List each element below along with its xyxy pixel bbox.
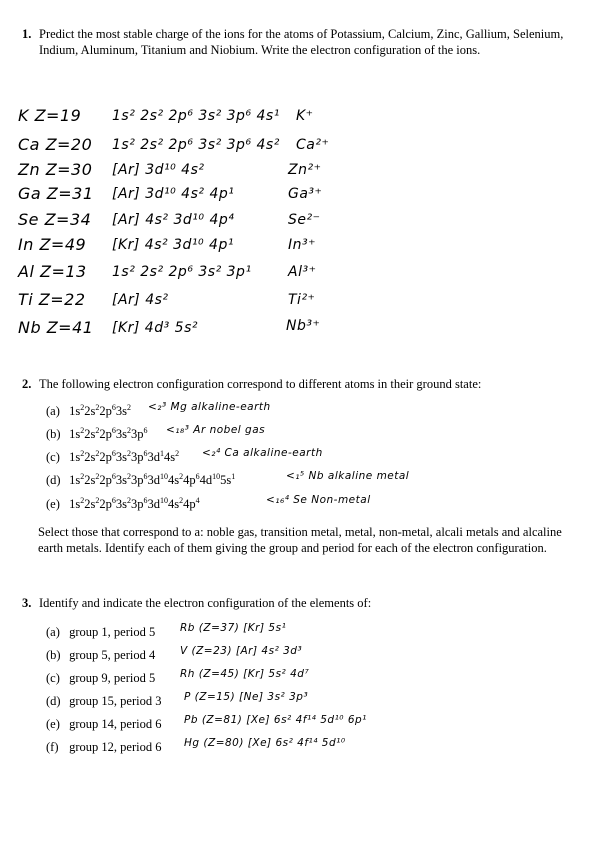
q1-row-ion: Ca²⁺ — [296, 137, 330, 153]
q1-row-ion: In³⁺ — [288, 237, 317, 253]
q1-row-config: [Ar] 3d¹⁰ 4s² 4p¹ — [112, 186, 235, 202]
q3-option-answer: V (Z=23) [Ar] 4s² 3d³ — [180, 645, 303, 657]
option-text: group 12, period 6 — [69, 740, 162, 754]
q1-row-config: 1s² 2s² 2p⁶ 3s² 3p⁶ 4s² — [112, 137, 280, 153]
q3-option-answer: Pb (Z=81) [Xe] 6s² 4f¹⁴ 5d¹⁰ 6p¹ — [184, 714, 367, 726]
question-3 — [22, 595, 582, 613]
q1-row-element: In Z=49 — [18, 235, 87, 254]
option-label: (a) — [46, 404, 60, 418]
q1-row-element: K Z=19 — [18, 106, 82, 125]
option-label: (d) — [46, 694, 61, 708]
option-text: group 15, period 3 — [69, 694, 162, 708]
q1-row-ion: Se²⁻ — [288, 212, 321, 228]
q2-option-note: <₂³ Mg alkaline-earth — [148, 401, 271, 413]
option-label: (b) — [46, 648, 61, 662]
q1-row-config: [Ar] 3d¹⁰ 4s² — [112, 162, 205, 178]
question-1 — [22, 26, 582, 76]
q2-option — [46, 449, 179, 465]
q1-row-ion: Ga³⁺ — [288, 186, 323, 202]
q2-option-note: <₁₈³ Ar nobel gas — [166, 424, 266, 436]
q3-option-answer: Hg (Z=80) [Xe] 6s² 4f¹⁴ 5d¹⁰ — [184, 737, 346, 749]
question-number: 3. — [22, 596, 32, 610]
q1-row-ion: Zn²⁺ — [288, 162, 322, 178]
option-text: group 5, period 4 — [69, 648, 156, 662]
option-label: (f) — [46, 740, 59, 754]
option-label: (a) — [46, 625, 60, 639]
q1-row-config: [Kr] 4d³ 5s² — [112, 320, 198, 336]
option-label: (c) — [46, 450, 60, 464]
option-text: group 1, period 5 — [69, 625, 156, 639]
q3-option-answer: Rh (Z=45) [Kr] 5s² 4d⁷ — [180, 668, 310, 680]
q3-option — [46, 624, 155, 640]
q2-option-note: <₂⁴ Ca alkaline-earth — [202, 447, 323, 459]
option-label: (e) — [46, 717, 60, 731]
q3-option — [46, 647, 155, 663]
q1-row-element: Se Z=34 — [18, 210, 92, 229]
q1-row-config: [Kr] 4s² 3d¹⁰ 4p¹ — [112, 237, 234, 253]
q2-option — [46, 426, 148, 442]
option-config: $1s^22s^22p^63s^23p^63d^14s^2$ — [69, 448, 180, 464]
q3-option — [46, 716, 161, 732]
q2-option-note: <₁⁵ Nb alkaline metal — [286, 470, 410, 482]
q1-row-config: [Ar] 4s² — [112, 292, 169, 308]
question-text: Identify and indicate the electron configuration of the elements of: — [39, 596, 372, 610]
question-number: 2. — [22, 377, 32, 391]
q1-row-element: Zn Z=30 — [18, 160, 93, 179]
q1-row-config: 1s² 2s² 2p⁶ 3s² 3p⁶ 4s¹ — [112, 108, 280, 124]
q2-option — [46, 472, 235, 488]
q1-row-ion: Ti²⁺ — [288, 292, 316, 308]
q3-option-answer: Rb (Z=37) [Kr] 5s¹ — [180, 622, 287, 634]
option-label: (d) — [46, 473, 61, 487]
question-2 — [22, 376, 582, 394]
option-text: group 9, period 5 — [69, 671, 156, 685]
q3-option — [46, 693, 161, 709]
option-label: (e) — [46, 497, 60, 511]
option-config: $1s^22s^22p^63s^2$ — [69, 402, 131, 418]
q1-row-element: Al Z=13 — [18, 262, 87, 281]
question-text: The following electron configuration correspond to different atoms in their ground state: — [39, 377, 482, 391]
q1-row-config: 1s² 2s² 2p⁶ 3s² 3p¹ — [112, 264, 252, 280]
option-text: group 14, period 6 — [69, 717, 162, 731]
q3-option — [46, 670, 155, 686]
option-label: (c) — [46, 671, 60, 685]
q3-option-answer: P (Z=15) [Ne] 3s² 3p³ — [184, 691, 309, 703]
q2-option-note: <₁₆⁴ Se Non-metal — [266, 494, 371, 506]
q1-row-element: Ga Z=31 — [18, 184, 94, 203]
question-number: 1. — [22, 27, 32, 41]
option-label: (b) — [46, 427, 61, 441]
q1-row-element: Ti Z=22 — [18, 290, 86, 309]
q1-row-element: Ca Z=20 — [18, 135, 93, 154]
q1-row-ion: Al³⁺ — [288, 264, 317, 280]
q2-instruction: Select those that correspond to a: noble gas, transition metal, metal, non-metal, alcali metals and alcaline earth metals. Identify each of them giving the group and period for each of the electron configuration. — [38, 525, 562, 555]
option-config: $1s^22s^22p^63s^23p^63d^{10}4s^24p^4$ — [69, 495, 200, 511]
q2-option — [46, 496, 200, 512]
q1-row-ion: Nb³⁺ — [286, 318, 321, 334]
question-text: Predict the most stable charge of the ions for the atoms of Potassium, Calcium, Zinc, Gallium, Selenium, Indium, Aluminum, Titanium and Niobium. Write the electron configuration of the ions. — [39, 27, 564, 57]
q1-row-element: Nb Z=41 — [18, 318, 94, 337]
q2-option — [46, 403, 131, 419]
q1-row-config: [Ar] 4s² 3d¹⁰ 4p⁴ — [112, 212, 235, 228]
q3-option — [46, 739, 161, 755]
option-config: $1s^22s^22p^63s^23p^6$ — [69, 425, 148, 441]
q1-row-ion: K⁺ — [296, 108, 314, 124]
option-config: $1s^22s^22p^63s^23p^63d^{10}4s^24p^64d^{10}5s^1$ — [69, 471, 236, 487]
